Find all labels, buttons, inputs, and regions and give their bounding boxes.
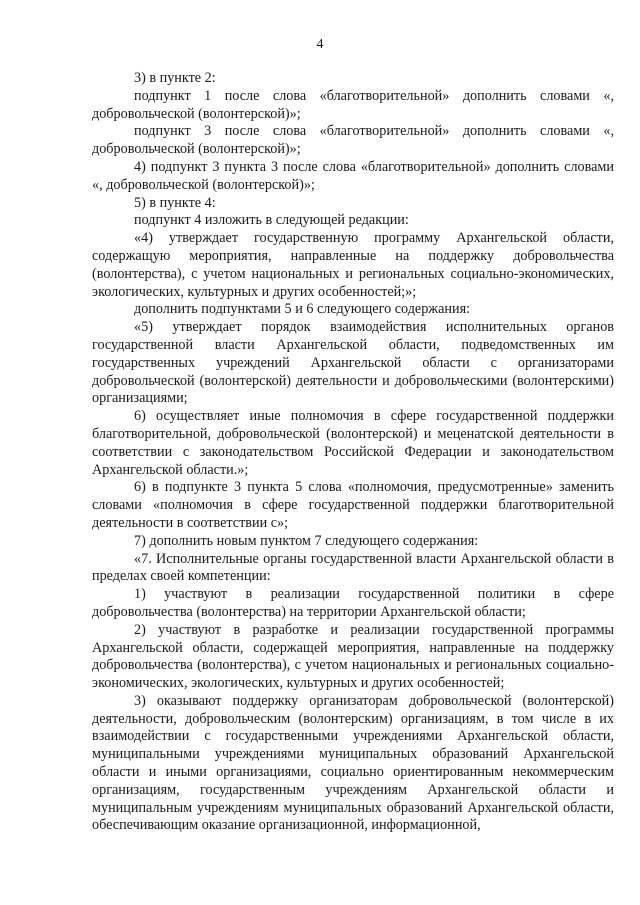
paragraph-add-subitems-intro: дополнить подпунктами 5 и 6 следующего содержания: — [134, 301, 471, 318]
paragraph-subitem-4-intro: подпункт 4 изложить в следующей редакции: — [134, 212, 409, 229]
paragraph-subitem-3: подпункт 3 после слова «благотворительной» дополнить словами «, добровольческой (волонтерской)»; — [92, 123, 614, 158]
paragraph-subitem-1: подпункт 1 после слова «благотворительной» дополнить словами «, добровольческой (волонтерской)»; — [92, 87, 614, 122]
paragraph-quoted-subitem-5: «5) утверждает порядок взаимодействия исполнительных органов государственной власти Архангельской области, подведомственных им государственных учреждений Архангельской области с организаторами добровольческой (волонтерской) деятельности и добровольческими (волонтерскими) организациями; — [92, 319, 614, 407]
paragraph-item-7: 7) дополнить новым пунктом 7 следующего содержания: — [134, 532, 479, 549]
paragraph-quoted-point-7: «7. Исполнительные органы государственной власти Архангельской области в пределах своей компетенции: — [92, 550, 614, 585]
page-number: 4 — [316, 37, 324, 52]
paragraph-point-7-subitem-1: 1) участвуют в реализации государственной политики в сфере добровольчества (волонтерства) на территории Архангельской области; — [92, 586, 614, 620]
paragraph-item-5: 5) в пункте 4: — [134, 194, 216, 211]
paragraph-quoted-subitem-4: «4) утверждает государственную программу Архангельской области, содержащую мероприятия, направленные на поддержку добровольчества (волонтерства), с учетом национальных и региональных социально-экономических, экологических, культурных и других особенностей;»; — [92, 230, 614, 300]
paragraph-quoted-subitem-6: 6) осуществляет иные полномочия в сфере государственной поддержки благотворительной, добровольческой (волонтерской) и меценатской деятельности в соответствии с законодательством Российской Федерации и законодательством Архангельской области.»; — [92, 408, 614, 478]
paragraph-point-7-subitem-3: 3) оказывают поддержку организаторам добровольческой (волонтерской) деятельности, добровольческим (волонтерским) организациям, в том числе в их взаимодействии с государственными учреждениями Архангельской области, муниципальными учреждениями муниципальных образований Архангельской области и иными организациями, социально ориентированным некоммерческим организациям, государственным учреждениям Архангельской области и муниципальным учреждениям муниципальных образований Архангельской области, обеспечивающим оказание организационной, информационной, — [92, 692, 614, 834]
paragraph-item-4: 4) подпункт 3 пункта 3 после слова «благотворительной» дополнить словами «, добровольческой (волонтерской)»; — [92, 158, 614, 193]
document-body — [92, 70, 614, 835]
paragraph-item-6: 6) в подпункте 3 пункта 5 слова «полномочия, предусмотренные» заменить словами «полномочия в сфере государственной поддержки благотворительной деятельности в соответствии с»; — [92, 479, 614, 531]
paragraph-item-3: 3) в пункте 2: — [134, 70, 216, 86]
paragraph-point-7-subitem-2: 2) участвуют в разработке и реализации государственной программы Архангельской области, содержащей мероприятия, направленные на поддержку добровольчества (волонтерства), с учетом национальных и региональных социально-экономических, экологических, культурных и других особенностей; — [92, 621, 614, 692]
